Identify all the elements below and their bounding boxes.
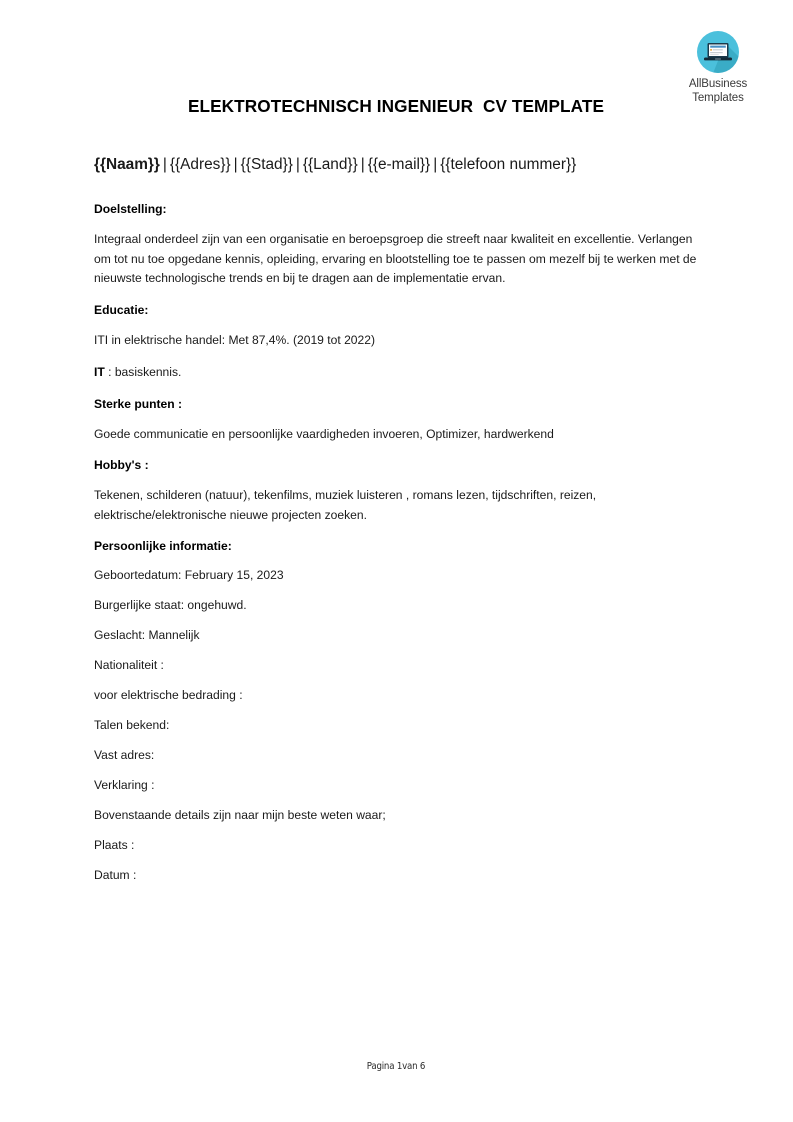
- heading-hobbys: Hobby's :: [94, 458, 149, 472]
- document-body: [94, 154, 700, 883]
- contact-separator-1: |: [162, 156, 167, 173]
- contact-field-land: {{Land}}: [302, 156, 358, 173]
- body-doelstelling: Integraal onderdeel zijn van een organisatie en beroepsgroep die streeft naar kwaliteit en excellentie. Verlangen om tot nu toe opgedane kennis, opleiding, ervaring en blootstelling toe te passen om mezelf bij te werken met de nieuwste technologische trends en bij te dragen aan de implementatie ervan.: [94, 232, 697, 285]
- contact-separator-3: |: [295, 156, 300, 173]
- contact-field-adres: {{Adres}}: [169, 156, 231, 173]
- contact-line: [94, 154, 700, 175]
- contact-separator-2: |: [233, 156, 238, 173]
- allbusiness-templates-logo: [672, 30, 764, 105]
- contact-separator-5: |: [433, 156, 438, 173]
- contact-field-email: {{e-mail}}: [367, 156, 431, 173]
- info-line: Nationaliteit :: [94, 658, 164, 672]
- info-line: Vast adres:: [94, 748, 155, 762]
- info-line: Plaats :: [94, 838, 135, 852]
- logo-caption-line2: Templates: [692, 91, 744, 104]
- it-value: : basiskennis.: [104, 365, 182, 379]
- info-line: Verklaring :: [94, 778, 155, 792]
- body-sterke-punten: Goede communicatie en persoonlijke vaardigheden invoeren, Optimizer, hardwerkend: [94, 426, 554, 441]
- info-line: Geslacht: Mannelijk: [94, 628, 200, 642]
- info-line: voor elektrische bedrading :: [94, 688, 243, 702]
- contact-field-stad: {{Stad}}: [240, 156, 293, 173]
- info-line: Geboortedatum: February 15, 2023: [94, 568, 284, 582]
- heading-persoonlijke-informatie: Persoonlijke informatie:: [94, 539, 232, 553]
- body-it-skills: [94, 363, 700, 383]
- body-hobbys: Tekenen, schilderen (natuur), tekenfilms, muziek luisteren , romans lezen, tijdschriften, reizen, elektrische/elektronische nieuwe projecten zoeken.: [94, 488, 597, 522]
- it-label: IT: [94, 365, 105, 379]
- heading-sterke-punten: Sterke punten :: [94, 396, 183, 411]
- heading-doelstelling: Doelstelling:: [94, 202, 167, 216]
- info-line: Burgerlijke staat: ongehuwd.: [94, 598, 247, 612]
- info-line: Talen bekend:: [94, 718, 170, 732]
- logo-caption-line1: AllBusiness: [688, 78, 748, 90]
- body-educatie: ITI in elektrische handel: Met 87,4%. (2019 tot 2022): [94, 332, 376, 347]
- laptop-in-circle-icon: [696, 30, 740, 74]
- heading-educatie: Educatie:: [94, 302, 149, 317]
- info-line: Datum :: [94, 868, 137, 882]
- document-title: ELEKTROTECHNISCH INGENIEUR CV TEMPLATE: [187, 96, 605, 116]
- info-line: Bovenstaande details zijn naar mijn beste weten waar;: [94, 808, 386, 822]
- page-footer: Pagina 1van 6: [366, 1061, 426, 1072]
- persoonlijke-informatie-list: [94, 567, 700, 883]
- contact-name: {{Naam}}: [94, 156, 160, 173]
- contact-field-telefoon: {{telefoon nummer}}: [440, 156, 577, 173]
- contact-separator-4: |: [360, 156, 365, 173]
